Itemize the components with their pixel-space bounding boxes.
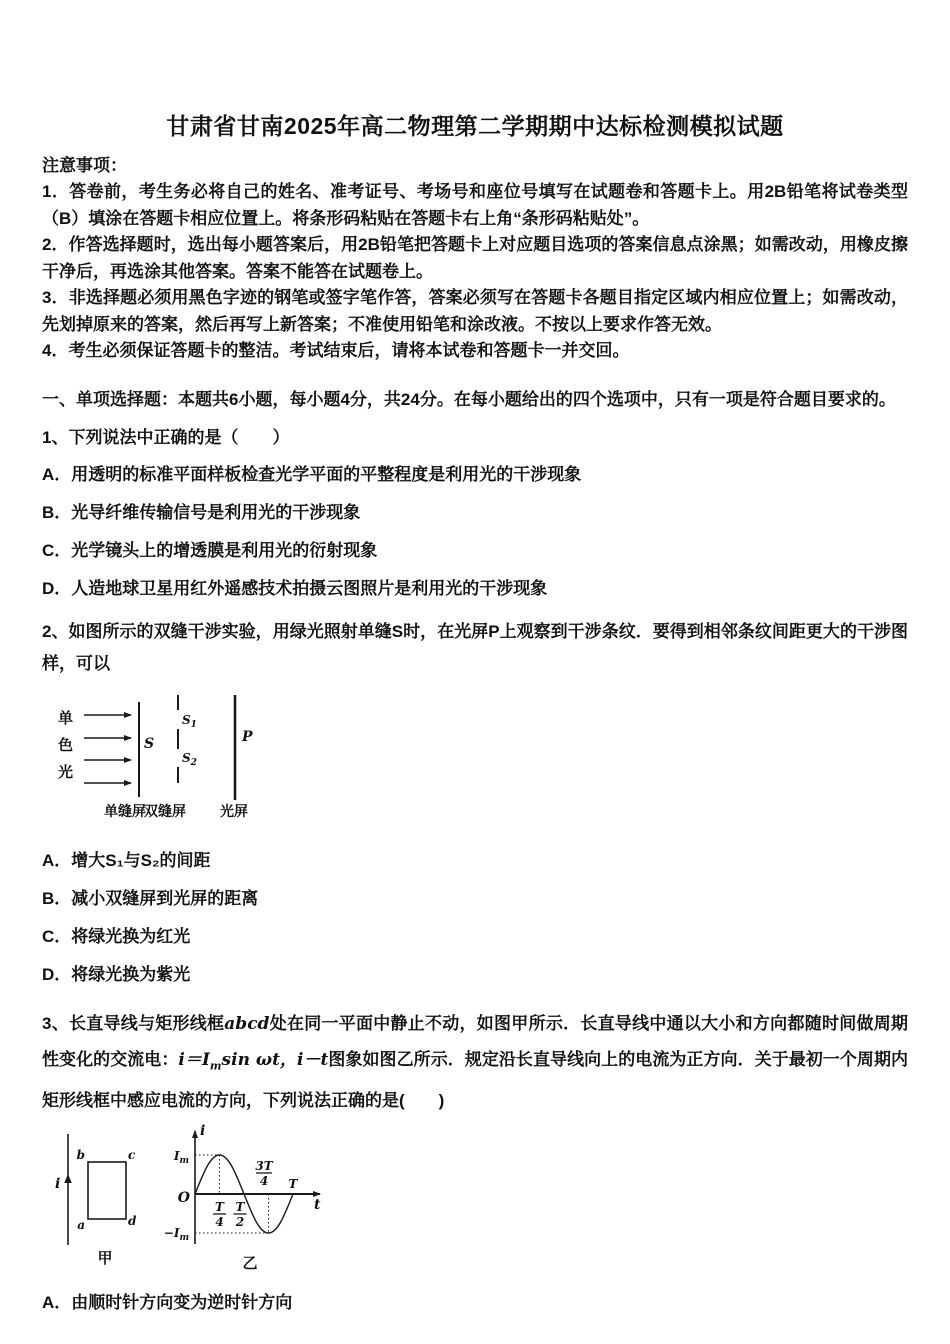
s2-label: $S_2$ xyxy=(182,750,197,768)
tick-3t4-numerator: 3T xyxy=(255,1158,273,1173)
double-slit-diagram xyxy=(48,690,368,825)
question-1 xyxy=(42,425,908,600)
math-fragment-formula: $i=I_m\sin$ ωt，i－t xyxy=(178,1049,329,1072)
question-2-option-d: D．将绿光换为紫光 xyxy=(42,964,191,984)
wire-current-label: i xyxy=(55,1175,61,1192)
notice-item-2: 2．作答选择题时，选出每小题答案后，用2B铅笔把答题卡上对应题目选项的答案信息点涂黑；如需改动，用橡皮擦干净后，再选涂其他答案。答案不能答在试题卷上。 xyxy=(42,235,908,281)
question-2-option-c: C．将绿光换为红光 xyxy=(42,926,191,946)
tick-t2-denominator: 2 xyxy=(235,1214,245,1229)
notice-heading: 注意事项： xyxy=(42,156,127,175)
corner-label-a: a xyxy=(77,1217,85,1232)
caption-single-slit-screen: 单缝屏 xyxy=(104,802,146,819)
caption-yi: 乙 xyxy=(242,1254,258,1272)
question-3-stem xyxy=(42,1006,908,1118)
notice-section xyxy=(42,153,908,365)
tick-t2-numerator: T xyxy=(235,1199,245,1214)
question-1-option-d: D．人造地球卫星用红外遥感技术拍摄云图照片是利用光的干涉现象 xyxy=(42,578,548,598)
p-label: P xyxy=(242,728,253,745)
question-3 xyxy=(42,1006,908,1314)
notice-item-1: 1．答卷前，考生务必将自己的姓名、准考证号、考场号和座位号填写在试题卷和答题卡上。用2B铅笔将试卷类型（B）填涂在答题卡相应位置上。将条形码粘贴在答题卡右上角“条形码粘贴处”。 xyxy=(42,182,908,228)
notice-item-4: 4．考生必须保证答题卡的整洁。考试结束后，请将本试卷和答题卡一并交回。 xyxy=(42,341,630,360)
caption-double-slit-screen: 双缝屏 xyxy=(144,802,186,819)
question-1-option-c: C．光学镜头上的增透膜是利用光的衍射现象 xyxy=(42,540,378,560)
question-2 xyxy=(42,616,908,986)
caption-light-screen: 光屏 xyxy=(220,802,248,819)
corner-label-b: b xyxy=(76,1147,85,1162)
s-label: S xyxy=(144,735,155,752)
question-1-option-b: B．光导纤维传输信号是利用光的干涉现象 xyxy=(42,502,361,522)
page-title: 甘肃省甘南2025年高二物理第二学期期中达标检测模拟试题 xyxy=(166,113,784,139)
tick-3t4-denominator: 4 xyxy=(259,1173,269,1188)
question-2-option-b: B．减小双缝屏到光屏的距离 xyxy=(42,888,259,908)
s1-label: $S_1$ xyxy=(182,712,197,730)
stem-text-part: 3、长直导线与矩形线框 xyxy=(42,1013,225,1033)
question-1-option-a: A．用透明的标准平面样板检查光学平面的平整程度是利用光的干涉现象 xyxy=(42,464,582,484)
notice-item-3: 3．非选择题必须用黑色字迹的钢笔或签字笔作答，答案必须写在答题卡各题目指定区域内相应位置上；如需改动，先划掉原来的答案，然后再写上新答案；不准使用铅笔和涂改液。不按以上要求作答无效。 xyxy=(42,288,908,334)
graph-y-axis-label: i xyxy=(200,1122,206,1139)
question-2-stem: 2、如图所示的双缝干涉实验，用绿光照射单缝S时，在光屏P上观察到干涉条纹．要得到相邻条纹间距更大的干涉图样，可以 xyxy=(42,621,908,673)
trough-current-label: $-I_m$ xyxy=(163,1225,189,1243)
source-light-char-2: 色 xyxy=(58,736,74,754)
tick-t4-numerator: T xyxy=(215,1199,224,1214)
loop-rectangle xyxy=(88,1162,126,1219)
math-fragment-abcd: abcd xyxy=(224,1013,270,1034)
stem-text-part: 处在同一平面中静止不动，如图甲所示．长直导线中通以大小和方向都随时间做周期性变化的交流电： xyxy=(42,1013,908,1069)
question-1-stem: 1、下列说法中正确的是（ ） xyxy=(42,427,290,447)
source-light-char-3: 光 xyxy=(58,763,74,781)
tick-t-label: T xyxy=(288,1176,298,1191)
section-heading: 一、单项选择题：本题共6小题，每小题4分，共24分。在每小题给出的四个选项中，只有一项是符合题目要求的。 xyxy=(42,389,896,409)
stem-text-part: 图象如图乙所示．规定沿长直导线向上的电流为正方向．关于最初一个周期内矩形线框中感应电流的方向，下列说法正确的是( ) xyxy=(42,1049,908,1110)
wire-loop-and-graph-diagram xyxy=(48,1122,348,1277)
question-3-option-a: A．由顺时针方向变为逆时针方向 xyxy=(42,1292,293,1312)
graph-x-axis-label: t xyxy=(314,1196,321,1213)
corner-label-d: d xyxy=(128,1213,137,1228)
source-light-char-1: 单 xyxy=(58,709,74,727)
question-2-option-a: A．增大S₁与S₂的间距 xyxy=(42,850,211,870)
tick-t4-denominator: 4 xyxy=(215,1214,224,1229)
caption-jia: 甲 xyxy=(97,1249,113,1267)
corner-label-c: c xyxy=(128,1147,136,1162)
peak-current-label: $I_m$ xyxy=(173,1148,189,1166)
graph-origin-label: O xyxy=(177,1189,190,1206)
wire-current-arrow xyxy=(64,1174,72,1183)
